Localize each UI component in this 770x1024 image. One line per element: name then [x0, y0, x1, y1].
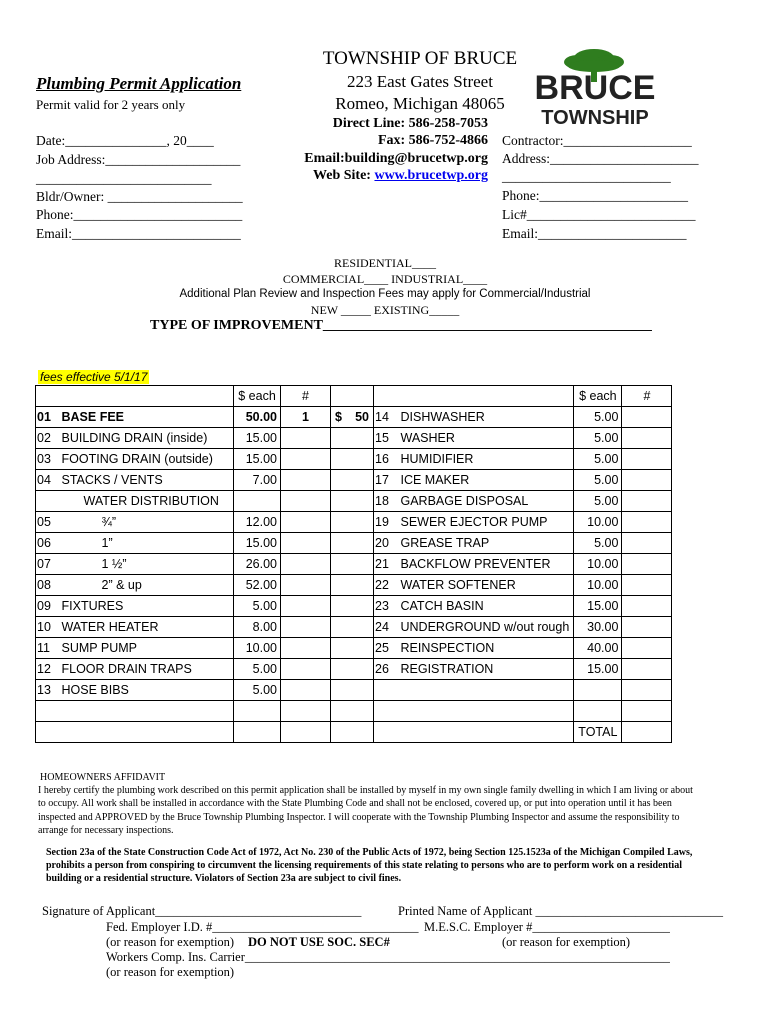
exemption-reason-1: (or reason for exemption): [106, 935, 235, 949]
fee-amount-input[interactable]: [331, 512, 374, 533]
fee-code: 06: [36, 533, 58, 554]
fee-description: UNDERGROUND w/out rough: [397, 617, 574, 638]
tree-logo-icon: [528, 44, 662, 130]
fee-code: 07: [36, 554, 58, 575]
fee-code: 01: [36, 407, 58, 428]
fee-row: [36, 680, 672, 701]
contractor-license-field[interactable]: Lic#_________________________: [502, 207, 696, 222]
additional-fees-note: Additional Plan Review and Inspection Fees may apply for Commercial/Industrial: [179, 288, 591, 300]
township-name: TOWNSHIP OF BRUCE: [322, 48, 518, 69]
website-link[interactable]: www.brucetwp.org: [374, 168, 488, 183]
fee-code: 11: [36, 638, 58, 659]
fee-quantity-input[interactable]: 1: [281, 407, 331, 428]
township-email: Email:building@brucetwp.org: [304, 151, 488, 166]
fee-each: 5.00: [574, 428, 622, 449]
applicant-signature-field[interactable]: Signature of Applicant_________________________________: [42, 904, 362, 918]
dollar-sign: $: [335, 410, 342, 424]
township-city: Romeo, Michigan 48065: [335, 94, 505, 113]
mesc-employer-field[interactable]: M.E.S.C. Employer #______________________: [424, 920, 670, 934]
fee-blank-row: [36, 701, 672, 722]
date-field[interactable]: Date:_______________, 20____: [36, 133, 214, 148]
fee-row: [36, 554, 672, 575]
owner-phone-field[interactable]: Phone:_________________________: [36, 207, 243, 222]
job-address-field[interactable]: Job Address:____________________: [36, 152, 241, 167]
fee-row: [36, 617, 672, 638]
exemption-reason-2: (or reason for exemption): [502, 935, 631, 949]
no-ssn-warning: DO NOT USE SOC. SEC#: [248, 935, 390, 949]
fee-quantity-input[interactable]: [281, 680, 331, 701]
fee-description: SEWER EJECTOR PUMP: [397, 512, 574, 533]
fee-each: 10.00: [574, 575, 622, 596]
website-label: Web Site:: [313, 168, 375, 183]
fee-code: 02: [36, 428, 58, 449]
fee-description: REINSPECTION: [397, 638, 574, 659]
fee-each: [574, 680, 622, 701]
fee-each: 15.00: [234, 428, 281, 449]
fee-code: 03: [36, 449, 58, 470]
fee-quantity-input[interactable]: [281, 470, 331, 491]
fee-row: [36, 638, 672, 659]
fee-amount-input[interactable]: [331, 449, 374, 470]
fee-each: 5.00: [234, 596, 281, 617]
logo-bruce-text: BRUCE: [534, 69, 656, 107]
fee-quantity-input[interactable]: [281, 533, 331, 554]
fee-code: 12: [36, 659, 58, 680]
fee-code: 25: [374, 638, 397, 659]
fee-each: 12.00: [234, 512, 281, 533]
type-of-improvement-field[interactable]: TYPE OF IMPROVEMENT_______________________________________________: [150, 318, 652, 333]
contractor-address-field-line2[interactable]: _________________________: [502, 169, 671, 184]
fee-each: 26.00: [234, 554, 281, 575]
fee-each: 10.00: [234, 638, 281, 659]
fee-description: HOSE BIBS: [58, 680, 234, 701]
fee-total-row: [36, 722, 672, 743]
fee-each: 15.00: [234, 533, 281, 554]
fee-each: 15.00: [574, 596, 622, 617]
fed-employer-id-field[interactable]: Fed. Employer I.D. #_________________________________: [106, 920, 419, 934]
fee-code: 26: [374, 659, 397, 680]
fee-quantity-input[interactable]: [622, 575, 672, 596]
printed-name-field[interactable]: Printed Name of Applicant ______________________________: [398, 904, 723, 918]
fee-description: FOOTING DRAIN (outside): [58, 449, 234, 470]
fee-row: [36, 512, 672, 533]
owner-email-field[interactable]: Email:_________________________: [36, 226, 241, 241]
fee-description: FIXTURES: [58, 596, 234, 617]
fee-amount-input[interactable]: [331, 575, 374, 596]
fee-amount-input[interactable]: [331, 659, 374, 680]
section-23a-notice: Section 23a of the State Construction Code Act of 1972, Act No. 230 of the Public Acts of 1972, being Section 125.1523a of the Michigan Compiled Laws, prohibits a person from conspiring to circumvent the licensing requirements of this state relating to persons who are to perform work on a residential building or a residential structure. Violators of Section 23a are subject to civil fines.: [46, 847, 693, 884]
fee-each: [234, 491, 281, 512]
fee-description: WATER HEATER: [58, 617, 234, 638]
fee-description: DISHWASHER: [397, 407, 574, 428]
fee-each: 5.00: [574, 407, 622, 428]
exemption-reason-3: (or reason for exemption): [106, 965, 235, 979]
fees-effective-label: fees effective 5/1/17: [40, 370, 148, 384]
fee-each: 8.00: [234, 617, 281, 638]
fee-description: WATER DISTRIBUTION: [58, 491, 234, 512]
fee-description: ICE MAKER: [397, 470, 574, 491]
fee-code: 05: [36, 512, 58, 533]
fee-each: 5.00: [574, 470, 622, 491]
fee-quantity-input[interactable]: [622, 491, 672, 512]
logo-township-text: TOWNSHIP: [541, 107, 649, 129]
permit-title: Plumbing Permit Application: [36, 74, 242, 93]
fee-quantity-input[interactable]: [622, 638, 672, 659]
fee-quantity-input[interactable]: [622, 428, 672, 449]
new-existing-option[interactable]: NEW _____ EXISTING_____: [310, 303, 460, 317]
fee-description: GARBAGE DISPOSAL: [397, 491, 574, 512]
fee-description: BACKFLOW PREVENTER: [397, 554, 574, 575]
fee-amount-input[interactable]: [331, 680, 374, 701]
fee-description: WASHER: [397, 428, 574, 449]
fee-description: 1 ½”: [58, 554, 234, 575]
fee-description: SUMP PUMP: [58, 638, 234, 659]
fee-quantity-input[interactable]: [622, 512, 672, 533]
fee-amount-input[interactable]: [331, 491, 374, 512]
contractor-field[interactable]: Contractor:___________________: [502, 133, 692, 148]
fee-quantity-input[interactable]: [622, 407, 672, 428]
fee-quantity-input[interactable]: [281, 449, 331, 470]
fee-code: 14: [374, 407, 397, 428]
bruce-township-logo: [528, 44, 662, 130]
fee-amount-input[interactable]: [331, 428, 374, 449]
fee-code: 24: [374, 617, 397, 638]
fee-code: 19: [374, 512, 397, 533]
fee-code: 18: [374, 491, 397, 512]
fee-code: 17: [374, 470, 397, 491]
fee-row: [36, 449, 672, 470]
fee-code: 22: [374, 575, 397, 596]
fee-description: GREASE TRAP: [397, 533, 574, 554]
fee-amount-input[interactable]: [331, 638, 374, 659]
contractor-address-field[interactable]: Address:______________________: [502, 151, 699, 166]
fee-code: 08: [36, 575, 58, 596]
fee-row: [36, 575, 672, 596]
fee-row: [36, 659, 672, 680]
fee-quantity-input[interactable]: [622, 470, 672, 491]
fee-each: 50.00: [234, 407, 281, 428]
header-qty-left: #: [281, 386, 331, 407]
fee-quantity-input[interactable]: [281, 596, 331, 617]
fee-row: [36, 428, 672, 449]
fee-each: 52.00: [234, 575, 281, 596]
fee-description: REGISTRATION: [397, 659, 574, 680]
fee-quantity-input[interactable]: [622, 533, 672, 554]
fee-each: 5.00: [574, 533, 622, 554]
contractor-phone-field[interactable]: Phone:______________________: [502, 188, 689, 203]
fee-table-header-row: [36, 386, 672, 407]
fee-each: 10.00: [574, 512, 622, 533]
fee-each: 5.00: [574, 491, 622, 512]
fee-code: [374, 680, 397, 701]
affidavit-text: I hereby certify the plumbing work described on this permit application shall be installed by myself in my own single family dwelling in which I am living or about to occupy. All work shall be installed in accordance with the State Plumbing Code and shall not be enclosed, covered up, or put into operation until it has been inspected and APPROVED by the Bruce Township Plumbing Inspector. I will cooperate with the Township Plumbing Inspector and assume the responsibility to arrange for necessary inspections.: [38, 785, 693, 837]
fee-quantity-input[interactable]: [622, 449, 672, 470]
fee-quantity-input[interactable]: [622, 659, 672, 680]
fee-description: 2” & up: [58, 575, 234, 596]
fee-quantity-input[interactable]: [622, 554, 672, 575]
fee-each: 15.00: [574, 659, 622, 680]
township-direct-line: Direct Line: 586-258-7053: [332, 116, 488, 131]
total-amount-input[interactable]: [622, 722, 672, 743]
fee-row: [36, 533, 672, 554]
fee-quantity-input[interactable]: [281, 659, 331, 680]
fee-quantity-input[interactable]: [281, 638, 331, 659]
fee-each: 40.00: [574, 638, 622, 659]
fee-row: [36, 596, 672, 617]
header-each-left: $ each: [234, 386, 281, 407]
workers-comp-field[interactable]: Workers Comp. Ins. Carrier____________________________________________________________________: [106, 950, 670, 964]
fee-amount-value: 50: [355, 410, 369, 424]
fee-quantity-input[interactable]: [622, 617, 672, 638]
fee-amount-input[interactable]: [331, 554, 374, 575]
fee-code: 23: [374, 596, 397, 617]
fee-description: BUILDING DRAIN (inside): [58, 428, 234, 449]
commercial-industrial-option[interactable]: COMMERCIAL____ INDUSTRIAL____: [282, 272, 488, 286]
township-website: [313, 168, 488, 184]
fee-description: CATCH BASIN: [397, 596, 574, 617]
residential-option[interactable]: RESIDENTIAL____: [334, 256, 436, 270]
fee-quantity-input[interactable]: [281, 491, 331, 512]
township-street: 223 East Gates Street: [347, 72, 493, 91]
fee-code: 13: [36, 680, 58, 701]
fee-description: STACKS / VENTS: [58, 470, 234, 491]
fee-code: 16: [374, 449, 397, 470]
fee-code: [36, 491, 58, 512]
header-each-right: $ each: [574, 386, 622, 407]
job-address-field-line2[interactable]: __________________________: [36, 171, 212, 186]
fee-quantity-input[interactable]: [281, 575, 331, 596]
fee-each: 5.00: [234, 659, 281, 680]
township-fax: Fax: 586-752-4866: [377, 133, 488, 148]
fee-quantity-input[interactable]: [281, 512, 331, 533]
fee-description: BASE FEE: [58, 407, 234, 428]
contractor-email-field[interactable]: Email:______________________: [502, 226, 687, 241]
fee-code: 15: [374, 428, 397, 449]
fee-amount-input[interactable]: [331, 533, 374, 554]
fee-each: 15.00: [234, 449, 281, 470]
fee-amount-input[interactable]: [331, 470, 374, 491]
fee-quantity-input[interactable]: [281, 554, 331, 575]
fee-amount-input[interactable]: [331, 407, 374, 428]
fee-each: 5.00: [574, 449, 622, 470]
permit-validity-note: Permit valid for 2 years only: [36, 97, 186, 112]
fee-code: 09: [36, 596, 58, 617]
fee-each: 30.00: [574, 617, 622, 638]
fee-quantity-input[interactable]: [281, 617, 331, 638]
fee-description: HUMIDIFIER: [397, 449, 574, 470]
total-label: TOTAL: [574, 722, 622, 743]
fee-description: FLOOR DRAIN TRAPS: [58, 659, 234, 680]
fee-row: [36, 470, 672, 491]
fee-row: [36, 407, 672, 428]
header-qty-right: #: [622, 386, 672, 407]
fee-description: ¾”: [58, 512, 234, 533]
fee-each: 10.00: [574, 554, 622, 575]
fee-quantity-input[interactable]: [622, 596, 672, 617]
fee-amount-input[interactable]: [331, 596, 374, 617]
fee-quantity-input[interactable]: [281, 428, 331, 449]
fee-each: 7.00: [234, 470, 281, 491]
fee-code: 21: [374, 554, 397, 575]
fee-each: 5.00: [234, 680, 281, 701]
fee-row: [36, 491, 672, 512]
builder-owner-field[interactable]: Bldr/Owner: ____________________: [36, 189, 243, 204]
fee-amount-input[interactable]: [331, 617, 374, 638]
fee-description: [397, 680, 574, 701]
fee-description: 1”: [58, 533, 234, 554]
fee-table: [35, 385, 672, 743]
fee-code: 04: [36, 470, 58, 491]
fee-description: WATER SOFTENER: [397, 575, 574, 596]
fee-quantity-input[interactable]: [622, 680, 672, 701]
fee-code: 20: [374, 533, 397, 554]
fee-code: 10: [36, 617, 58, 638]
affidavit-title: HOMEOWNERS AFFIDAVIT: [40, 772, 166, 783]
